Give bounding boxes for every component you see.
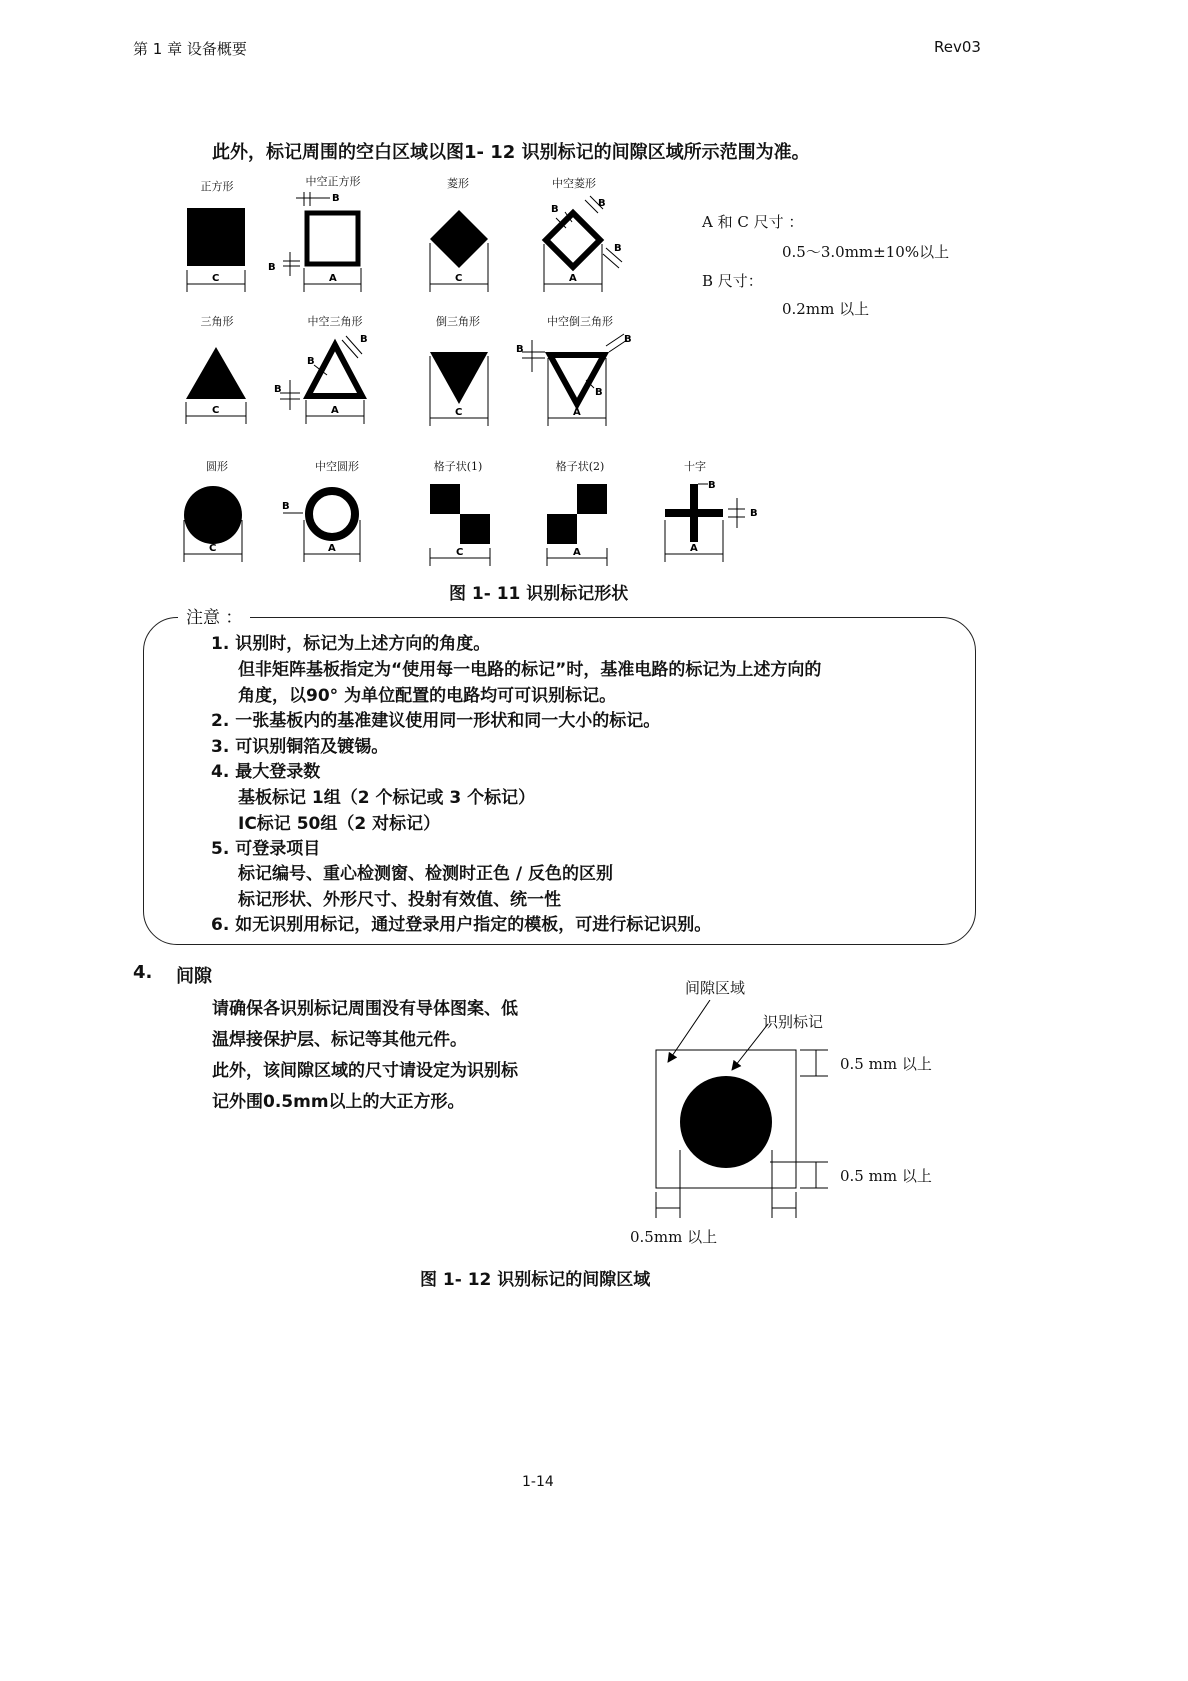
dim-a-hollow-square: A bbox=[329, 273, 337, 284]
label-inverted-triangle: 倒三角形 bbox=[436, 315, 480, 328]
dim-a-hollow-circle: A bbox=[328, 543, 336, 554]
label-diamond: 菱形 bbox=[447, 177, 469, 190]
hollow-circle-mark bbox=[309, 491, 355, 537]
dim-c-diamond: C bbox=[455, 273, 463, 284]
label-hollow-circle: 中空圆形 bbox=[315, 460, 359, 473]
gap-area-figure bbox=[620, 1000, 940, 1220]
recognition-mark-label: 识别标记 bbox=[763, 1013, 824, 1031]
dim-c-square: C bbox=[212, 273, 220, 284]
note-line-11: 标记形状、外形尺寸、投射有效值、统一性 bbox=[238, 890, 561, 910]
dim-a-hollow-triangle: A bbox=[331, 405, 339, 416]
figure-1-11-caption: 图 1- 11 识别标记形状 bbox=[449, 584, 629, 604]
label-checker-1: 格子状(1) bbox=[433, 460, 483, 473]
dim-c-triangle: C bbox=[212, 405, 220, 416]
revision-label: Rev03 bbox=[934, 38, 981, 56]
dim-c-inverted-triangle: C bbox=[455, 407, 463, 418]
note-line-6: 4. 最大登录数 bbox=[211, 762, 321, 782]
checker-1-mark bbox=[430, 484, 460, 514]
inverted-triangle-mark bbox=[430, 352, 488, 404]
ac-size-value: 0.5～3.0mm±10%以上 bbox=[782, 243, 950, 261]
dim-b-hollow-inverted-triangle-2: B bbox=[624, 334, 632, 345]
section-body-line-1: 请确保各识别标记周围没有导体图案、低 bbox=[212, 999, 518, 1019]
top-gap-dimension: 0.5 mm 以上 bbox=[840, 1055, 932, 1073]
dim-a-hollow-inverted-triangle: A bbox=[573, 407, 581, 418]
diamond-mark bbox=[430, 210, 488, 268]
figure-1-12-caption: 图 1- 12 识别标记的间隙区域 bbox=[420, 1270, 651, 1290]
dim-b-hollow-circle: B bbox=[282, 501, 290, 512]
b-size-value: 0.2mm 以上 bbox=[782, 300, 870, 318]
intro-text: 此外，标记周围的空白区域以图1- 12 识别标记的间隙区域所示范围为准。 bbox=[212, 142, 810, 163]
dim-a-cross: A bbox=[690, 543, 698, 554]
section-body-line-2: 温焊接保护层、标记等其他元件。 bbox=[212, 1030, 467, 1050]
dim-c-circle: C bbox=[209, 543, 217, 554]
note-line-4: 2. 一张基板内的基准建议使用同一形状和同一大小的标记。 bbox=[211, 711, 661, 731]
section-body-line-3: 此外，该间隙区域的尺寸请设定为识别标 bbox=[212, 1061, 518, 1081]
label-hollow-inverted-triangle: 中空倒三角形 bbox=[547, 315, 613, 328]
ac-size-label: A 和 C 尺寸 ： bbox=[702, 213, 804, 231]
label-hollow-diamond: 中空菱形 bbox=[552, 177, 596, 190]
dim-b-hollow-diamond-3: B bbox=[614, 243, 622, 254]
page-number: 1-14 bbox=[522, 1474, 554, 1490]
note-line-3: 角度，以90° 为单位配置的电路均可可识别标记。 bbox=[238, 686, 617, 706]
note-line-7: 基板标记 1组（2 个标记或 3 个标记） bbox=[238, 788, 536, 808]
chapter-header: 第 1 章 设备概要 bbox=[133, 40, 247, 58]
section-body-line-4: 记外围0.5mm以上的大正方形。 bbox=[212, 1092, 465, 1112]
dim-b-hollow-diamond-1: B bbox=[551, 204, 559, 215]
b-size-label: B 尺寸： bbox=[702, 272, 763, 290]
triangle-mark bbox=[186, 347, 246, 399]
square-mark bbox=[187, 208, 245, 266]
recognition-mark-circle bbox=[680, 1076, 772, 1168]
note-title: 注意 ： bbox=[178, 603, 250, 628]
note-line-8: IC标记 50组（2 对标记） bbox=[238, 814, 441, 834]
note-line-12: 6. 如无识别用标记，通过登录用户指定的模板，可进行标记识别。 bbox=[211, 915, 712, 935]
dim-b-hollow-triangle-2: B bbox=[360, 334, 368, 345]
dim-b-hollow-square-top: B bbox=[332, 193, 340, 204]
label-cross: 十字 bbox=[684, 460, 706, 473]
section-number: 4. bbox=[133, 962, 153, 983]
dim-b-hollow-square-left: B bbox=[268, 262, 276, 273]
note-line-5: 3. 可识别铜箔及镀锡。 bbox=[211, 737, 389, 757]
dim-b-hollow-triangle-3: B bbox=[274, 384, 282, 395]
label-hollow-triangle: 中空三角形 bbox=[307, 315, 363, 328]
dim-b-hollow-triangle-1: B bbox=[307, 356, 315, 367]
gap-area-label: 间隙区域 bbox=[685, 979, 746, 997]
label-checker-2: 格子状(2) bbox=[555, 460, 605, 473]
dim-a-hollow-diamond: A bbox=[569, 273, 577, 284]
side-gap-dimension: 0.5mm 以上 bbox=[630, 1228, 718, 1246]
dim-b-hollow-diamond-2: B bbox=[598, 198, 606, 209]
mark-shapes-figure bbox=[0, 0, 1188, 620]
gap-area-arrow bbox=[668, 1000, 710, 1062]
dim-b-cross-right: B bbox=[750, 508, 758, 519]
note-line-2: 但非矩阵基板指定为“使用每一电路的标记”时，基准电路的标记为上述方向的 bbox=[238, 660, 822, 680]
dim-a-checker-2: A bbox=[573, 547, 581, 558]
hollow-square-mark bbox=[307, 213, 358, 264]
note-line-1: 1. 识别时，标记为上述方向的角度。 bbox=[211, 634, 491, 654]
bottom-gap-dimension: 0.5 mm 以上 bbox=[840, 1167, 932, 1185]
circle-mark bbox=[184, 486, 242, 544]
dim-c-checker-1: C bbox=[456, 547, 464, 558]
dim-b-cross-top: B bbox=[708, 480, 716, 491]
dim-b-hollow-inverted-triangle-1: B bbox=[516, 344, 524, 355]
section-body bbox=[212, 994, 518, 1118]
note-line-9: 5. 可登录项目 bbox=[211, 839, 321, 859]
dim-b-hollow-inverted-triangle-3: B bbox=[595, 387, 603, 398]
label-triangle: 三角形 bbox=[200, 315, 234, 328]
label-circle: 圆形 bbox=[206, 460, 228, 473]
label-square: 正方形 bbox=[200, 180, 234, 193]
checker-2-mark bbox=[577, 484, 607, 514]
label-hollow-square: 中空正方形 bbox=[305, 175, 361, 188]
hollow-diamond-mark bbox=[546, 213, 600, 267]
section-title: 间隙 bbox=[176, 966, 212, 987]
note-line-10: 标记编号、重心检测窗、检测时正色 / 反色的区别 bbox=[238, 864, 614, 884]
